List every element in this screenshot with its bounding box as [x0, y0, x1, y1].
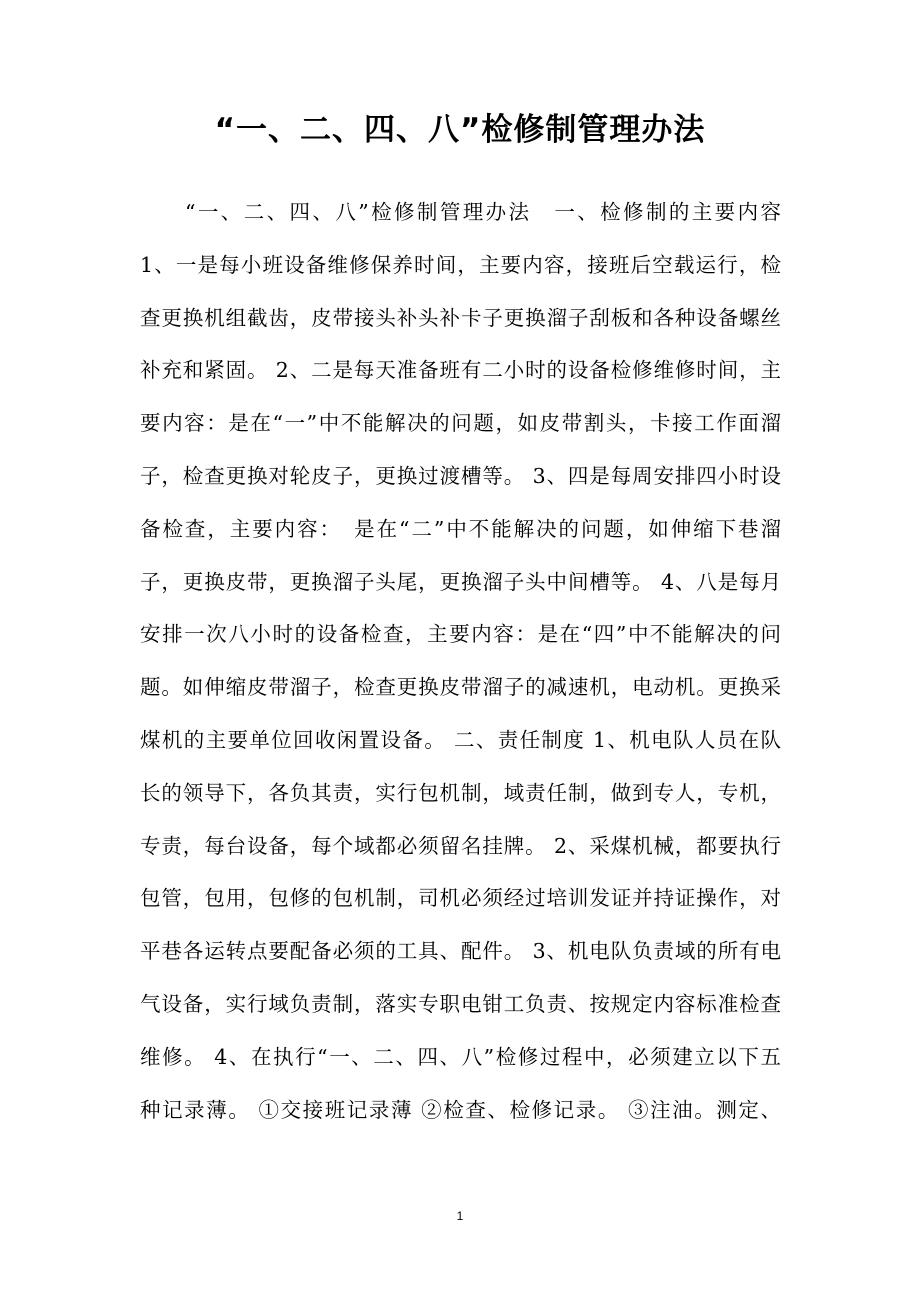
body-line: 1、一是每小班设备维修保养时间，主要内容，接班后空载运行，检 — [140, 252, 781, 277]
page-number: 1 — [456, 1209, 464, 1223]
body-line: 长的领导下，各负其责，实行包机制，域责任制，做到专人，专机， — [140, 780, 781, 805]
body-line: 要内容：是在“一”中不能解决的问题，如皮带割头，卡接工作面溜 — [140, 411, 781, 436]
body-line: 安排一次八小时的设备检查，主要内容：是在“四”中不能解决的问 — [140, 622, 781, 647]
body-line: 平巷各运转点要配备必须的工具、配件。 3、机电队负责域的所有电 — [140, 939, 781, 964]
body-line: 题。如伸缩皮带溜子，检查更换皮带溜子的减速机，电动机。更换采 — [140, 675, 781, 700]
document-title: “一、二、四、八”检修制管理办法 — [214, 112, 706, 148]
body-line: 维修。 4、在执行“一、二、四、八”检修过程中，必须建立以下五 — [140, 1044, 781, 1069]
body-line: 查更换机组截齿，皮带接头补头补卡子更换溜子刮板和各种设备螺丝 — [140, 305, 781, 330]
body-line: 子，更换皮带，更换溜子头尾，更换溜子头中间槽等。 4、八是每月 — [140, 569, 781, 594]
body-line: 补充和紧固。 2、二是每天准备班有二小时的设备检修维修时间，主 — [140, 358, 781, 383]
body-line: “一、二、四、八”检修制管理办法 一、检修制的主要内容 — [185, 200, 781, 224]
body-line: 包管，包用，包修的包机制，司机必须经过培训发证并持证操作，对 — [140, 886, 781, 911]
body-line: 煤机的主要单位回收闲置设备。 二、责任制度 1、机电队人员在队 — [140, 727, 781, 752]
body-line: 气设备，实行域负责制，落实专职电钳工负责、按规定内容标准检查 — [140, 991, 781, 1016]
body-line: 种记录薄。 ①交接班记录薄 ②检查、检修记录。 ③注油。测定、 — [140, 1097, 781, 1122]
body-line: 子，检查更换对轮皮子，更换过渡槽等。 3、四是每周安排四小时设 — [140, 463, 781, 488]
body-line: 专责，每台设备，每个域都必须留名挂牌。 2、采煤机械，都要执行 — [140, 833, 781, 858]
document-body — [140, 190, 781, 1140]
body-line: 备检查，主要内容： 是在“二”中不能解决的问题，如伸缩下巷溜 — [140, 516, 781, 541]
